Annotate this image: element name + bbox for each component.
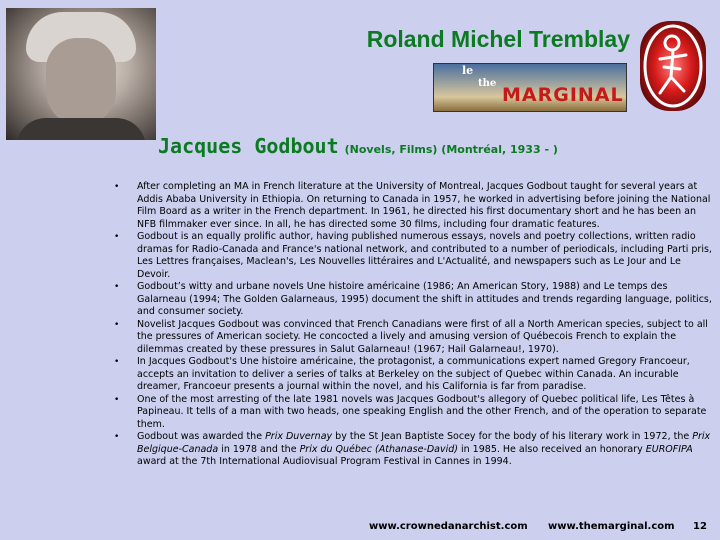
bullet-item — [114, 231, 712, 281]
bullet-text: in 1985. He also received an honorary — [457, 443, 646, 455]
bullet-text: Prix Duvernay — [265, 431, 333, 442]
portrait-face — [46, 38, 116, 126]
red-figure-logo-icon — [640, 21, 706, 111]
author-subtitle: (Novels, Films) (Montréal, 1933 - ) — [344, 143, 558, 156]
bullet-text: by the St Jean Baptiste Socey for the body of his literary work in 1972, the — [332, 431, 693, 442]
bullet-item — [114, 431, 712, 469]
site-author-heading: Roland Michel Tremblay — [366, 26, 630, 52]
page-number: 12 — [693, 521, 707, 532]
biography-bullet-list — [114, 181, 712, 469]
bullet-text: Godbout is an equally prolific author, having published numerous essays, novels and poetry collections, written radio dramas for Radio-Canada and France's national network, and contributed to a number of periodicals, including Parti pris, Les Lettres françaises, Maclean's, Les Nouvelles littéraires and L'Actualité, and newspapers such as Le Jour and Le Devoir. — [137, 231, 712, 280]
author-portrait-photo — [6, 8, 156, 140]
bullet-text: Novelist Jacques Godbout was convinced that French Canadians were first of all a North American species, subject to all the pressures of American society. He concocted a lively and amusing version of Québecois French to explain the dilemmas created by these pressures in Salut Galarneau! (1967; Hail Galarneau!, 1970). — [137, 318, 708, 355]
bullet-text: Godbout was awarded the — [137, 431, 266, 442]
the-marginal-banner-logo[interactable] — [433, 63, 627, 112]
bullet-text: Prix du Québec (Athanase-David) — [299, 443, 458, 455]
themarginal-link[interactable]: www.themarginal.com — [548, 521, 675, 532]
bullet-item — [114, 181, 712, 231]
bullet-item — [114, 394, 712, 432]
bullet-text: In Jacques Godbout's Une histoire américaine, the protagonist, a communications expert named Gregory Francoeur, accepts an invitation to deliver a series of talks at Berkeley on the subject of Quebec within Canada. An incurable dreamer, Francoeur presents a journal within the novel, and his California is far from paradise. — [137, 356, 690, 392]
banner-the-text: the — [478, 78, 497, 89]
bullet-text: EUROFIPA — [645, 443, 693, 455]
author-name-title: Jacques Godbout — [158, 134, 339, 158]
slide-title — [158, 134, 698, 164]
portrait-shirt — [16, 118, 146, 140]
bullet-item — [114, 319, 712, 357]
bullet-item — [114, 281, 712, 319]
crownedanarchist-link[interactable]: www.crownedanarchist.com — [369, 521, 528, 532]
bullet-text: One of the most arresting of the late 1981 novels was Jacques Godbout's allegory of Quebec political life, Les Têtes à Papineau. It tells of a man with two heads, one speaking English and the other French, and of the operation to separate them. — [137, 393, 707, 430]
bullet-text: in 1978 and the — [218, 443, 300, 455]
bullet-text: Godbout’s witty and urbane novels Une histoire américaine (1986; An American Story, 1988) and Le temps des Galarneau (1994; The Golden Galarneaus, 1995) document the shift in attitudes and trends regarding language, politics, and consumer society. — [137, 281, 712, 317]
bullet-item — [114, 356, 712, 394]
bullet-text: award at the 7th International Audiovisual Program Festival in Cannes in 1994. — [137, 456, 512, 467]
banner-le-text: le — [462, 64, 474, 77]
banner-marginal-text: MARGINAL — [502, 84, 624, 106]
bullet-text: Prix Belgique-Canada — [137, 431, 711, 455]
bullet-text: After completing an MA in French literature at the University of Montreal, Jacques Godbout taught for several years at Addis Ababa University in Ethiopia. On returning to Canada in 1957, he worked in advertising before joining the National Film Board as a writer in the French department. In 1961, he directed his first documentary short and he has been an NFB filmmaker ever since. In all, he has directed some 30 films, including four dramatic features. — [137, 181, 711, 230]
